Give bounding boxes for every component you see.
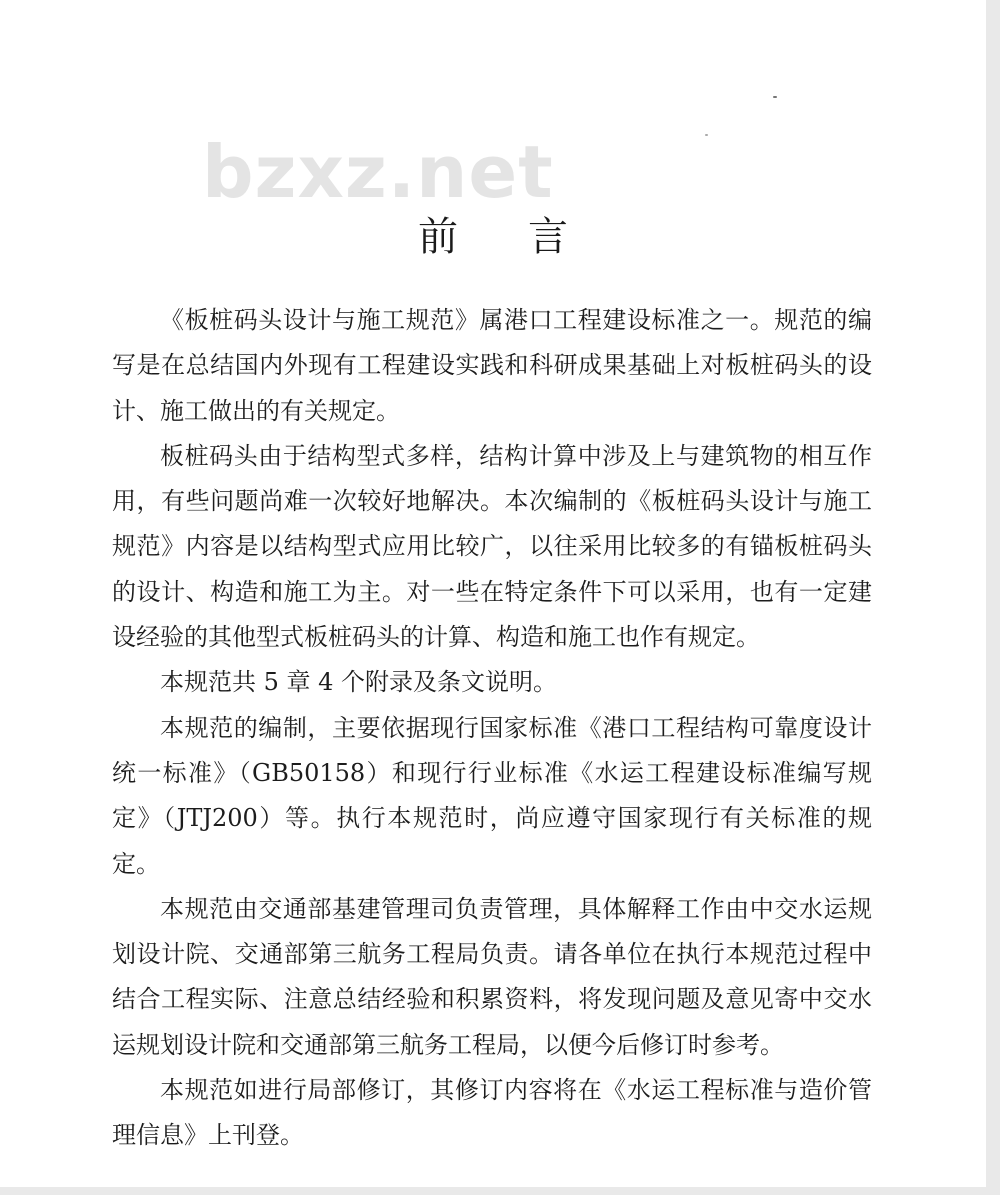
- page-title-char-1: 前: [418, 214, 458, 260]
- paragraph: 板桩码头由于结构型式多样，结构计算中涉及上与建筑物的相互作用，有些问题尚难一次较好地解决。本次编制的《板桩码头设计与施工规范》内容是以结构型式应用比较广，以往采用比较多的有锚板桩码头的设计、构造和施工为主。对一些在特定条件下可以采用，也有一定建设经验的其他型式板桩码头的计算、构造和施工也作有规定。: [112, 441, 872, 652]
- document-body: [112, 298, 872, 1159]
- paragraph: 本规范共 5 章 4 个附录及条文说明。: [160, 668, 558, 697]
- watermark: bzxz.net: [202, 130, 554, 214]
- page-title-char-2: 言: [528, 214, 568, 260]
- page-title: [0, 205, 986, 262]
- paragraph: 《板桩码头设计与施工规范》属港口工程建设标准之一。规范的编写是在总结国内外现有工程建设实践和科研成果基础上对板桩码头的设计、施工做出的有关规定。: [112, 306, 872, 425]
- paragraph: 本规范由交通部基建管理司负责管理，具体解释工作由中交水运规划设计院、交通部第三航务工程局负责。请各单位在执行本规范过程中结合工程实际、注意总结经验和积累资料，将发现问题及意见寄中交水运规划设计院和交通部第三航务工程局，以便今后修订时参考。: [112, 894, 872, 1059]
- paragraph: 本规范如进行局部修订，其修订内容将在《水运工程标准与造价管理信息》上刊登。: [112, 1076, 872, 1150]
- paragraph: 本规范的编制，主要依据现行国家标准《港口工程结构可靠度设计统一标准》（GB50158）和现行行业标准《水运工程建设标准编写规定》（JTJ200）等。执行本规范时，尚应遵守国家现行有关标准的规定。: [112, 713, 872, 878]
- scan-speck: [705, 134, 708, 136]
- scan-speck: [773, 96, 777, 98]
